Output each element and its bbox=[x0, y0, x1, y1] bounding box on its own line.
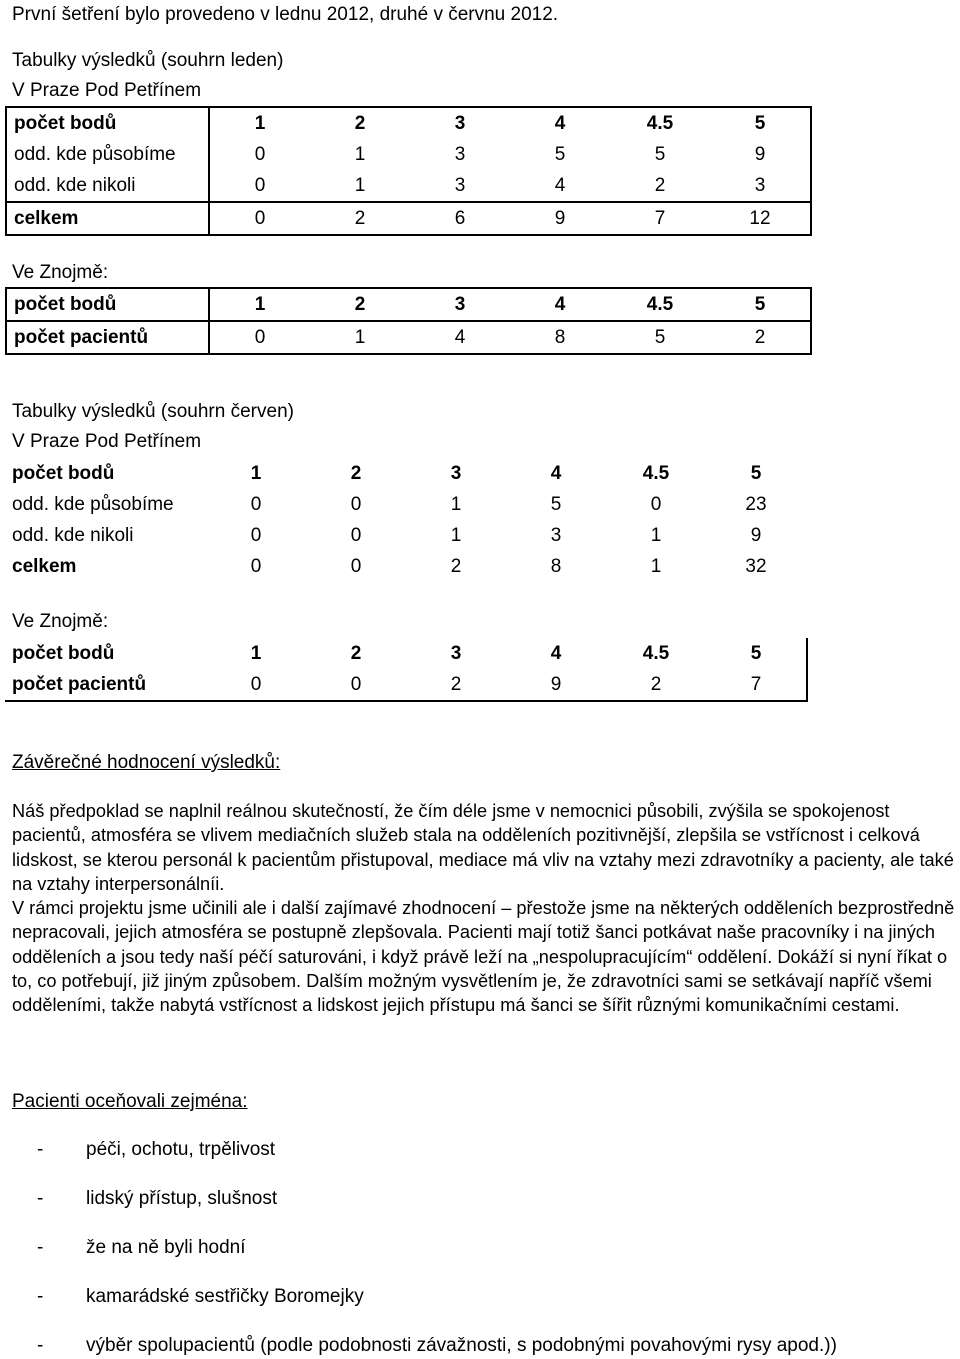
table-row bbox=[5, 551, 806, 582]
table-cell: 3 bbox=[454, 143, 466, 165]
conclusion-text bbox=[12, 799, 957, 1018]
june-heading: Tabulky výsledků (souhrn červen) bbox=[12, 401, 294, 422]
patients-heading: Pacienti oceňovali zejména: bbox=[12, 1091, 248, 1112]
list-item-text: výběr spolupacientů (podle podobnosti závažnosti, s podobnými povahovými rysy apod.)) bbox=[86, 1335, 837, 1356]
table-cell: 9 bbox=[754, 143, 766, 165]
table-cell: odd. kde nikoli bbox=[14, 174, 136, 196]
table-cell: 1 bbox=[250, 462, 262, 484]
table-row bbox=[6, 170, 811, 202]
table-header-row bbox=[5, 458, 806, 489]
table-cell: 7 bbox=[610, 202, 710, 235]
table-cell: 4 bbox=[550, 642, 562, 664]
table-cell: 0 bbox=[350, 524, 362, 546]
table-cell: počet bodů bbox=[12, 642, 115, 664]
table-cell: 0 bbox=[209, 170, 310, 202]
table-row bbox=[5, 489, 806, 520]
january-praha-label: V Praze Pod Petřínem bbox=[12, 80, 202, 101]
table-cell: 9 bbox=[750, 524, 762, 546]
january-praha-table bbox=[5, 106, 812, 236]
table-cell: 0 bbox=[209, 139, 310, 170]
table-row bbox=[5, 520, 806, 551]
table-cell: 5 bbox=[754, 112, 766, 134]
june-znojmo-label: Ve Znojmě: bbox=[12, 611, 109, 632]
january-znojmo-label: Ve Znojmě: bbox=[12, 262, 109, 283]
table-cell: 0 bbox=[350, 493, 362, 515]
table-cell: počet bodů bbox=[12, 462, 115, 484]
table-cell: 2 bbox=[310, 202, 410, 235]
table-cell: 1 bbox=[450, 524, 462, 546]
table-cell: 1 bbox=[209, 107, 310, 139]
list-item-text: kamarádské sestřičky Boromejky bbox=[86, 1286, 364, 1307]
table-cell: 1 bbox=[250, 642, 262, 664]
table-cell: odd. kde působíme bbox=[12, 493, 174, 515]
table-cell: 9 bbox=[510, 202, 610, 235]
conclusion-paragraph: Náš předpoklad se naplnil reálnou skutečností, že čím déle jsme v nemocnici působili, zvýšila se spokojenost pacientů, atmosféra se vlivem mediačních služeb stala na odděleních pozitivnější, zlepšila se vstřícnost i celková lidskost, se kterou personál k pacientům přistupoval, mediace má vliv na vztahy mezi zdravotníky a pacienty, ale také na vztahy interpersonálníi. bbox=[12, 801, 954, 894]
table-cell: 2 bbox=[450, 673, 462, 695]
table-cell: 2 bbox=[654, 174, 666, 196]
bullet-dash: - bbox=[37, 1237, 44, 1258]
table-cell: 2 bbox=[710, 321, 811, 354]
june-praha-table bbox=[5, 458, 806, 582]
table-cell: počet bodů bbox=[14, 293, 117, 315]
table-cell: 2 bbox=[450, 555, 462, 577]
bullet-dash: - bbox=[37, 1335, 44, 1356]
list-item-text: že na ně byli hodní bbox=[86, 1237, 246, 1258]
table-cell: 3 bbox=[550, 524, 562, 546]
conclusion-paragraph: V rámci projektu jsme učinili ale i další zajímavé zhodnocení – přestože jsme na některých odděleních bezprostředně nepracovali, jejich atmosféra se postupně zlepšovala. Pacienti mají totiž šanci potkávat naše pracovníky i na jiných odděleních a jsou tedy naší péčí saturováni, i když právě leží na „nespolupracujícím“ oddělení. Dokáží si nyní říkat o to, co potřebují, již jiným způsobem. Dalším možným vysvětlením je, že zdravotníci sami se setkávají napříč všemi odděleními, takže nabytá vstřícnost a lidskost jejich přístupu má šanci se šířit různými komunikačními cestami. bbox=[12, 898, 955, 1016]
table-cell: 5 bbox=[654, 143, 666, 165]
table-cell: 5 bbox=[554, 143, 566, 165]
bullet-dash: - bbox=[37, 1139, 44, 1160]
table-row bbox=[5, 669, 807, 701]
table-cell: 4 bbox=[550, 462, 562, 484]
table-cell: počet pacientů bbox=[6, 321, 209, 354]
table-cell: 0 bbox=[250, 493, 262, 515]
table-cell: 2 bbox=[354, 293, 366, 315]
table-cell: 1 bbox=[209, 288, 310, 321]
january-heading: Tabulky výsledků (souhrn leden) bbox=[12, 50, 284, 71]
table-cell: 2 bbox=[350, 462, 362, 484]
table-row bbox=[6, 321, 811, 354]
table-cell: počet bodů bbox=[14, 112, 117, 134]
june-praha-label: V Praze Pod Petřínem bbox=[12, 431, 202, 452]
table-cell: 0 bbox=[250, 555, 262, 577]
table-cell: 2 bbox=[354, 112, 366, 134]
table-cell: 12 bbox=[710, 202, 811, 235]
table-cell: 1 bbox=[450, 493, 462, 515]
january-znojmo-table bbox=[5, 287, 812, 355]
bullet-dash: - bbox=[37, 1188, 44, 1209]
table-cell: 0 bbox=[650, 493, 662, 515]
table-cell: 0 bbox=[350, 555, 362, 577]
table-cell: 4.5 bbox=[646, 112, 674, 134]
table-cell: 1 bbox=[650, 555, 662, 577]
table-cell: 9 bbox=[550, 673, 562, 695]
table-cell: 5 bbox=[750, 462, 762, 484]
table-cell: počet pacientů bbox=[12, 673, 147, 695]
table-cell: celkem bbox=[6, 202, 209, 235]
table-cell: 4.5 bbox=[642, 462, 670, 484]
table-cell: 3 bbox=[450, 642, 462, 664]
table-cell: 1 bbox=[310, 321, 410, 354]
list-item-text: péči, ochotu, trpělivost bbox=[86, 1139, 276, 1160]
table-cell: 8 bbox=[550, 555, 562, 577]
table-cell: 0 bbox=[209, 321, 310, 354]
table-cell: 1 bbox=[354, 143, 366, 165]
table-cell: 0 bbox=[250, 524, 262, 546]
table-cell: 4.5 bbox=[642, 642, 670, 664]
table-cell: 2 bbox=[350, 642, 362, 664]
table-cell: odd. kde působíme bbox=[14, 143, 176, 165]
table-cell: odd. kde nikoli bbox=[12, 524, 134, 546]
table-header-row bbox=[6, 107, 811, 139]
table-cell: 4 bbox=[554, 112, 566, 134]
table-cell: 2 bbox=[650, 673, 662, 695]
table-cell: 5 bbox=[750, 642, 762, 664]
table-cell: 3 bbox=[454, 174, 466, 196]
table-cell: 5 bbox=[610, 321, 710, 354]
table-cell: 0 bbox=[250, 673, 262, 695]
conclusion-heading: Závěrečné hodnocení výsledků: bbox=[12, 752, 281, 773]
june-znojmo-table bbox=[5, 638, 808, 702]
table-cell: 7 bbox=[750, 673, 762, 695]
table-cell: 4 bbox=[554, 293, 566, 315]
table-cell: 1 bbox=[650, 524, 662, 546]
table-cell: 5 bbox=[550, 493, 562, 515]
table-cell: 23 bbox=[745, 493, 767, 515]
table-cell: 3 bbox=[454, 112, 466, 134]
table-cell: 3 bbox=[754, 174, 766, 196]
table-row bbox=[6, 139, 811, 170]
table-cell: 5 bbox=[754, 293, 766, 315]
list-item-text: lidský přístup, slušnost bbox=[86, 1188, 278, 1209]
table-cell: 4 bbox=[410, 321, 510, 354]
table-header-row bbox=[6, 288, 811, 321]
table-cell: 1 bbox=[354, 174, 366, 196]
table-cell: 0 bbox=[209, 202, 310, 235]
table-cell: 4 bbox=[554, 174, 566, 196]
table-cell: 3 bbox=[454, 293, 466, 315]
table-header-row bbox=[5, 638, 807, 669]
table-cell: 32 bbox=[745, 555, 767, 577]
table-cell: 6 bbox=[410, 202, 510, 235]
table-row bbox=[6, 202, 811, 235]
table-cell: 4.5 bbox=[646, 293, 674, 315]
table-cell: 8 bbox=[510, 321, 610, 354]
table-cell: celkem bbox=[12, 555, 77, 577]
intro-text: První šetření bylo provedeno v lednu 2012, druhé v červnu 2012. bbox=[12, 4, 559, 25]
table-cell: 3 bbox=[450, 462, 462, 484]
bullet-dash: - bbox=[37, 1286, 44, 1307]
table-cell: 0 bbox=[350, 673, 362, 695]
